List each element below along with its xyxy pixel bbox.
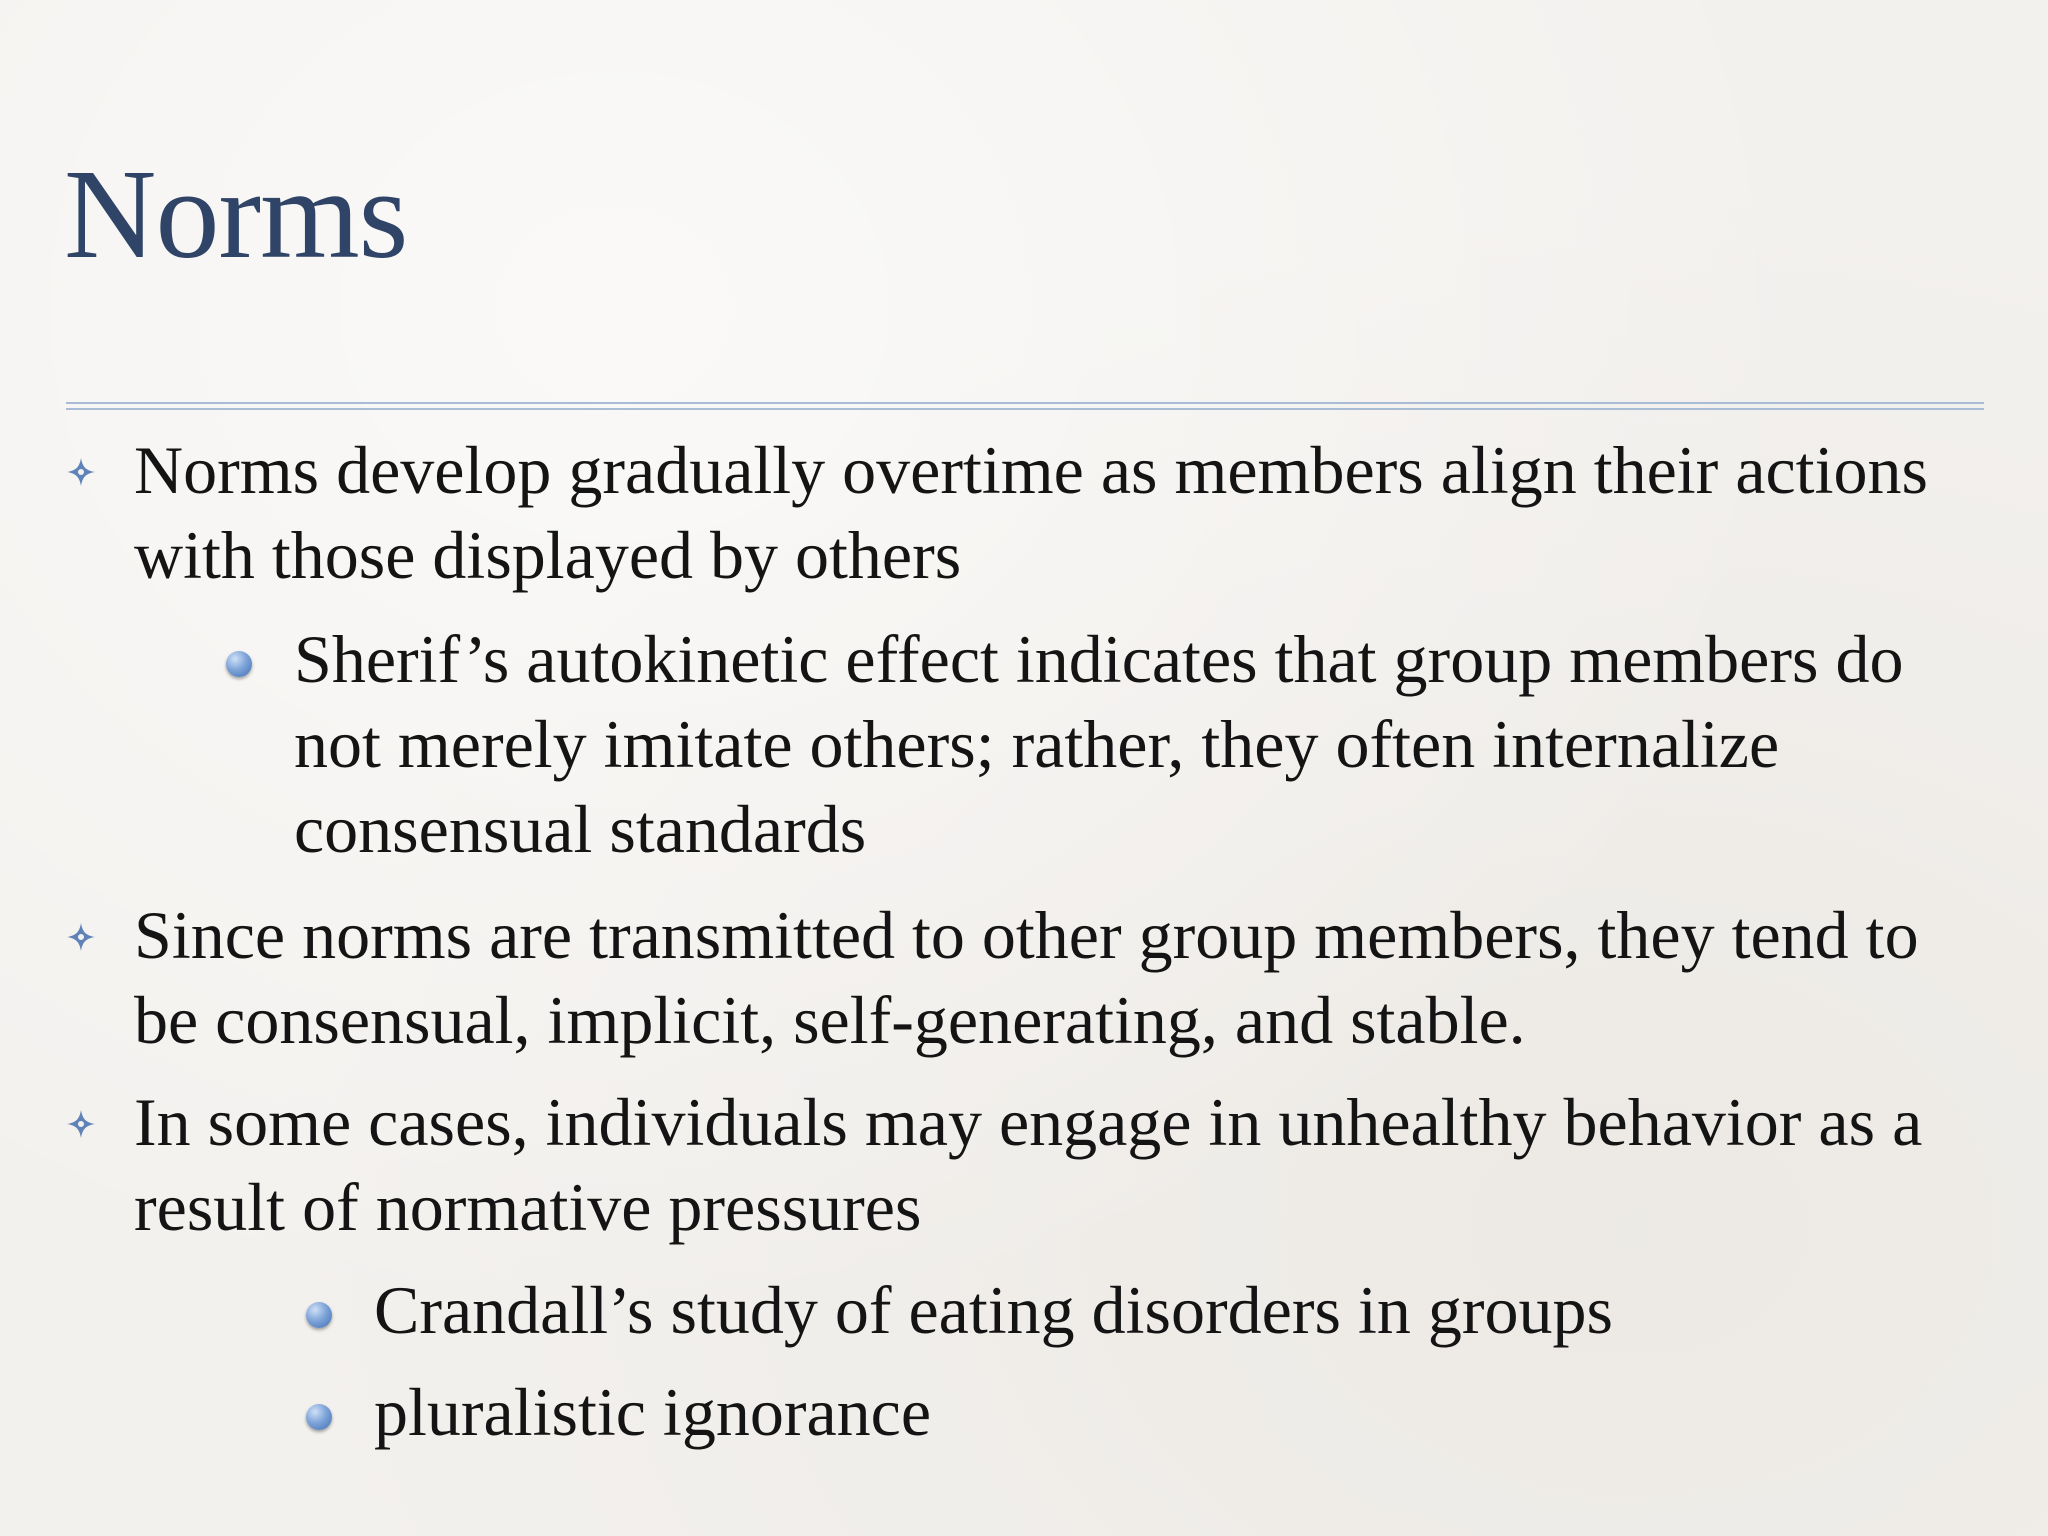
slide-title: Norms — [64, 143, 408, 285]
bullet-text: Since norms are transmitted to other group members, they tend to be consensual, implicit, self-generating, and stable. — [134, 897, 1919, 1058]
title-divider — [66, 402, 1984, 410]
four-point-star-icon — [66, 1109, 96, 1139]
blue-dot-icon — [306, 1302, 332, 1328]
bullet-text: In some cases, individuals may engage in unhealthy behavior as a result of normative pressures — [134, 1084, 1923, 1245]
bullet-item — [134, 428, 1994, 598]
four-point-star-icon — [66, 922, 96, 952]
sub-bullet-item — [294, 617, 1994, 872]
four-point-star-icon — [66, 457, 96, 487]
sub-bullet-text: Crandall’s study of eating disorders in groups — [374, 1272, 1613, 1348]
sub-bullet-text: pluralistic ignorance — [374, 1374, 932, 1450]
sub-bullet-text: Sherif’s autokinetic effect indicates that group members do not merely imitate others; rather, they often internalize consensual standards — [294, 621, 1904, 867]
bullet-text: Norms develop gradually overtime as members align their actions with those displayed by others — [134, 432, 1928, 593]
blue-dot-icon — [306, 1404, 332, 1430]
blue-dot-icon — [226, 651, 252, 677]
bullet-item — [134, 893, 1994, 1063]
sub-bullet-item — [374, 1268, 1994, 1353]
sub-bullet-item — [374, 1370, 1994, 1455]
bullet-item — [134, 1080, 1994, 1250]
